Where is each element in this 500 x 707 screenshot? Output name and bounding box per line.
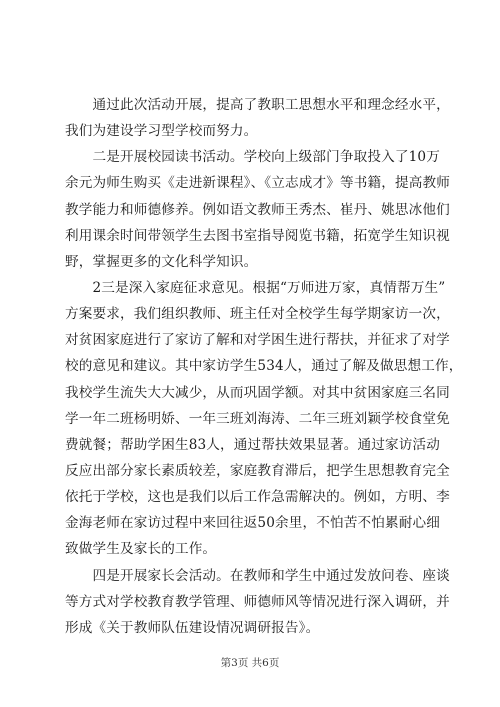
- text-line: 二是开展校园读书活动。学校向上级部门争取投入了10万: [65, 149, 440, 166]
- text-line: 四是开展家长会活动。在教师和学生中通过发放问卷、座谈: [65, 567, 450, 584]
- paragraph-home-visits: [65, 275, 463, 563]
- text-line: 费就餐；帮助学困生83人，通过帮扶效果显著。通过家访活动: [65, 436, 440, 453]
- text-line: 教学能力和师德修养。例如语文教师王秀杰、崔丹、姚思冰他们: [65, 201, 450, 218]
- text-line: 余元为师生购买《走进新课程》、《立志成才》等书籍，提高教师: [65, 175, 450, 192]
- text-line: 致做学生及家长的工作。: [65, 541, 217, 558]
- text-line: 野，掌握更多的文化科学知识。: [65, 253, 258, 270]
- text-line: 我们为建设学习型学校而努力。: [65, 123, 258, 140]
- document-body: [65, 92, 463, 641]
- text-line: 利用课余时间带领学生去图书室指导阅览书籍，拓宽学生知识视: [65, 227, 450, 244]
- page-number-footer: 第3页 共6页: [220, 657, 280, 669]
- paragraph-reading-activity: [65, 144, 453, 275]
- text-line: 2三是深入家庭征求意见。根据“万师进万家，真情帮万生”: [65, 279, 446, 296]
- text-line: 我校学生流失大大减少，从而巩固学额。对其中贫困家庭三名同: [65, 384, 450, 401]
- text-line: 方案要求，我们组织教师、班主任对全校学生每学期家访一次，: [65, 306, 450, 323]
- text-line: 形成《关于教师队伍建设情况调研报告》。: [65, 619, 320, 636]
- paragraph-activity-summary: [65, 92, 453, 144]
- text-line: 等方式对学校教育教学管理、师德师风等情况进行深入调研，并: [65, 593, 450, 610]
- paragraph-parent-meetings: [65, 563, 453, 641]
- text-line: 依托于学校，这也是我们以后工作急需解决的。例如，方明、李: [65, 489, 450, 506]
- text-line: 反应出部分家长素质较差，家庭教育滞后，把学生思想教育完全: [65, 462, 450, 479]
- text-line: 金海老师在家访过程中来回往返50余里，不怕苦不怕累耐心细: [65, 515, 440, 532]
- text-line: 学一年二班杨明娇、一年三班刘海涛、二年三班刘颖学校食堂免: [65, 410, 450, 427]
- text-line: 校的意见和建议。其中家访学生534人，通过了解及做思想工作，: [65, 358, 463, 375]
- text-line: 对贫困家庭进行了家访了解和对学困生进行帮扶，并征求了对学: [65, 332, 450, 349]
- text-line: 通过此次活动开展，提高了教职工思想水平和理念经水平，: [65, 97, 450, 113]
